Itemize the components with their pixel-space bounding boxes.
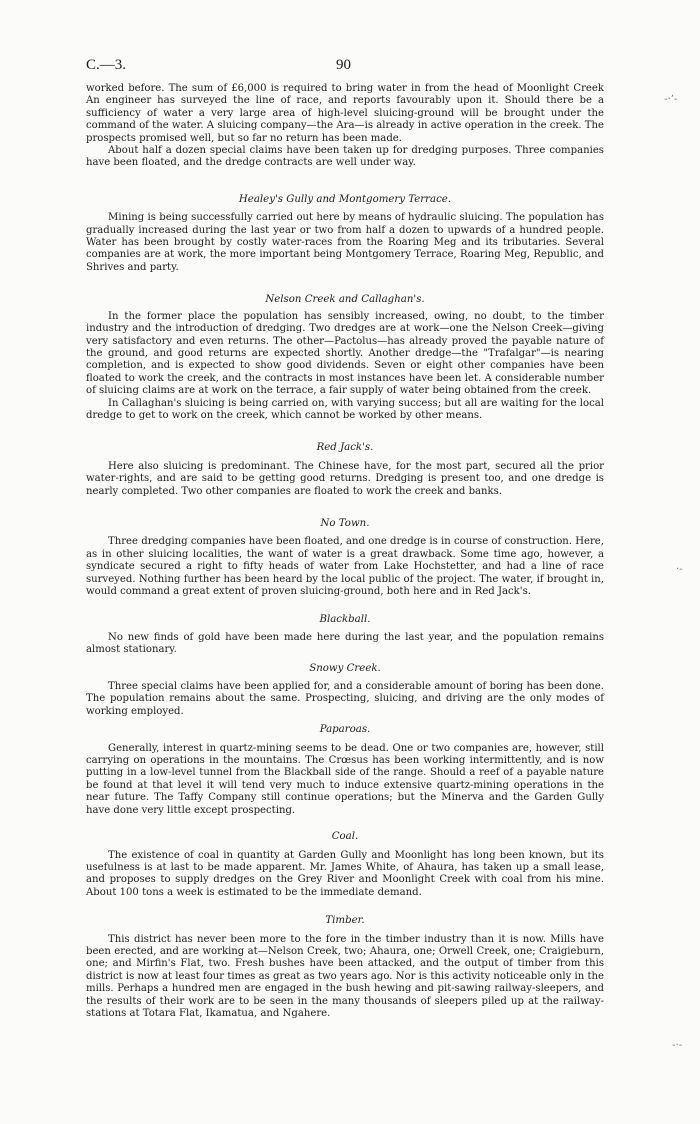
margin-mark: ·- [676, 564, 683, 575]
section-heading: Blackball. [319, 614, 371, 626]
section-healeys-gully [86, 194, 604, 274]
section-red-jacks [86, 442, 604, 498]
section-no-town [86, 518, 604, 598]
section-paparoas [86, 724, 604, 817]
paragraph: Mining is being successfully carried out here by means of hydraulic sluicing. The population has gradually increased during the last year or two from half a dozen to upwards of a hundred people. Water has been brought by costly water-races from the Roaring Meg and its tributaries. Several companies are at work, the more important being Montgomery Terrace, Roaring Meg, Republic, and Shrives and party. [86, 212, 604, 273]
section-heading: Timber. [325, 915, 365, 927]
page-number: 90 [336, 57, 351, 73]
paragraph: Here also sluicing is predominant. The Chinese have, for the most part, secured all the prior water-rights, and are said to be getting good returns. Dredging is present too, and one dredge is nearly completed. Two other companies are floated to work the creek and banks. [86, 460, 604, 497]
paragraph: worked before. The sum of £6,000 is required to bring water in from the head of Moonlight Creek An engineer has surveyed the line of race, and reports favourably upon it. Should there be a sufficiency of water a very large area of high-level sluicing-ground will be brought under the command of the water. A sluicing company—the Ara—is already in active operation in the creek. The prospects promised well, but so far no return has been made. [86, 83, 604, 144]
section-heading: Nelson Creek and Callaghan's. [265, 294, 425, 306]
document-body [86, 83, 604, 1020]
page-header [86, 57, 616, 75]
paragraph: Three special claims have been applied for, and a considerable amount of boring has been done. The population remains about the same. Prospecting, sluicing, and driving are the only modes of working employed. [86, 681, 604, 717]
margin-mark: -·- [672, 1040, 683, 1051]
paragraph: Three dredging companies have been floated, and one dredge is in course of construction. Here, as in other sluicing localities, the want of water is a great drawback. Some time ago, however, a syndicate secured a right to fifty heads of water from Lake Hochstetter, and had a line of race surveyed. Nothing further has been heard by the local public of the project. The water, if brought in, would command a great extent of proven sluicing-ground, both here and in Red Jack's. [86, 536, 604, 597]
section-heading: No Town. [320, 517, 370, 529]
paragraph: The existence of coal in quantity at Garden Gully and Moonlight has long been known, but its usefulness is at last to be made apparent. Mr. James White, of Ahaura, has taken up a small lease, and proposes to supply dredges on the Grey River and Moonlight Creek with coal from his mine. About 100 tons a week is estimated to be the immediate demand. [86, 849, 604, 898]
section-continuation [86, 83, 604, 170]
section-heading: Healey's Gully and Montgomery Terrace. [238, 193, 452, 205]
paragraph: About half a dozen special claims have been taken up for dredging purposes. Three companies have been floated, and the dredge contracts are well under way. [86, 145, 604, 169]
paragraph: Generally, interest in quartz-mining seems to be dead. One or two companies are, however, still carrying on operations in the mountains. The Crœsus has been working intermittently, and is now putting in a low-level tunnel from the Blackball side of the range. Should a reef of a payable nature be found at that level it will tend very much to induce extensive quartz-mining operations in the near future. The Taffy Company still continue operations; but the Minerva and the Garden Gully have done very little except prospecting. [86, 742, 604, 816]
paragraph: This district has never been more to the fore in the timber industry than it is now. Mills have been erected, and are working at—Nelson Creek, two; Ahaura, one; Orwell Creek, one; Craigieburn, one; and Mirfin's Flat, two. Fresh bushes have been attacked, and the output of timber from this district is now at least four times as great as two years ago. Nor is this activity noticeable only in the mills. Perhaps a hundred men are engaged in the bush hewing and pit-sawing railway-sleepers, and the results of their work are to be seen in the many thousands of sleepers piled up at the railway-stations at Totara Flat, Ikamatua, and Ngahere. [86, 933, 604, 1019]
section-coal [86, 831, 604, 899]
section-heading: Snowy Creek. [309, 662, 381, 674]
section-snowy-creek [86, 663, 604, 719]
margin-mark: -·ʼ- [664, 94, 678, 105]
section-heading: Coal. [331, 831, 359, 843]
paragraph: No new finds of gold have been made here during the last year, and the population remains almost stationary. [86, 631, 604, 656]
section-heading: Red Jack's. [316, 442, 374, 454]
section-blackball [86, 614, 604, 656]
section-timber [86, 915, 604, 1020]
paragraph: In the former place the population has sensibly increased, owing, no doubt, to the timber industry and the introduction of dredging. Two dredges are at work—one the Nelson Creek—giving very satisfactory and even returns. The other—Pactolus—has already proved the payable nature of the ground, and good returns are expected shortly. Another dredge—the "Trafalgar"—is nearing completion, and is expected to show good dividends. Seven or eight other companies have been floated to work the creek, and the contracts in most instances have been let. A considerable number of sluicing claims are at work on the terrace, a fair supply of water being obtained from the creek. [86, 310, 604, 397]
paragraph: In Callaghan's sluicing is being carried on, with varying success; but all are waiting for the local dredge to get to work on the creek, which cannot be worked by other means. [86, 397, 604, 421]
section-nelson-creek [86, 294, 604, 422]
report-reference: C.—3. [86, 57, 127, 73]
section-heading: Paparoas. [319, 724, 371, 736]
